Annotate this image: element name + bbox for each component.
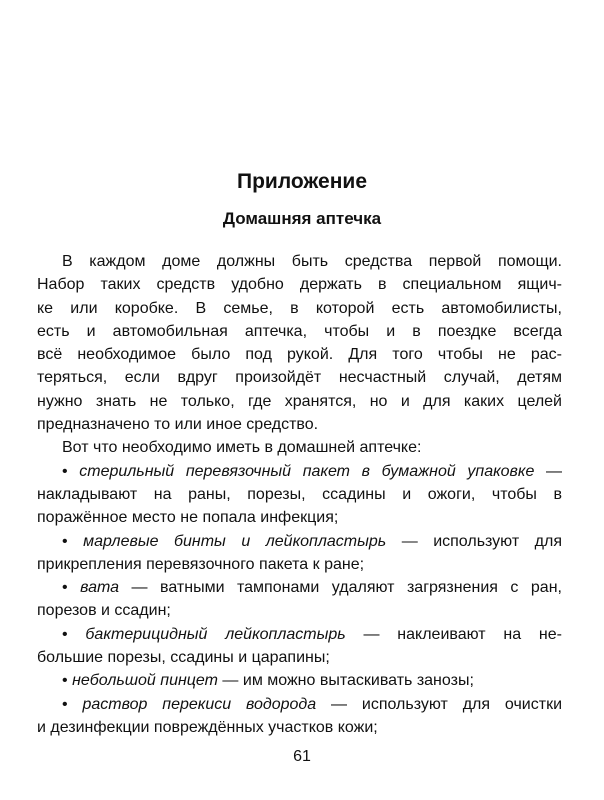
bullet-marker: • xyxy=(62,672,68,690)
item-term: марлевые бинты и лейкопластырь xyxy=(83,532,387,550)
bullet-marker: • xyxy=(62,462,68,480)
item-text: — им можно вытаскивать занозы; xyxy=(217,672,474,690)
item-continuation: большие порезы, ссадины и царапины; xyxy=(37,649,330,667)
list-item xyxy=(37,460,562,530)
item-text: — наклеивают на не- xyxy=(345,625,562,643)
item-text: — используют для очистки xyxy=(316,695,563,713)
list-item xyxy=(37,530,563,577)
list-item-first-line xyxy=(62,576,562,599)
bullet-marker: • xyxy=(62,695,68,713)
page-number: 61 xyxy=(293,748,311,765)
list-item xyxy=(62,669,562,692)
item-continuation: и дезинфекции повреждённых участков кожи; xyxy=(37,718,378,736)
item-text: — ватными тампонами удаляют загрязнения с ран, xyxy=(119,579,562,597)
paragraph-line: В каждом доме должны быть средства первой помощи. xyxy=(62,253,562,270)
item-term: небольшой пинцет xyxy=(72,672,218,690)
list-item-first-line xyxy=(62,530,562,553)
list-intro: Вот что необходимо иметь в домашней аптечке: xyxy=(62,439,422,457)
item-term: бактерицидный лейкопластырь xyxy=(85,625,346,643)
section-title: Приложение xyxy=(236,170,367,193)
paragraph-line: нужно знать не только, где хранятся, но и для каких целей xyxy=(37,392,562,410)
item-continuation: накладывают на раны, порезы, ссадины и ожоги, чтобы в xyxy=(37,485,562,503)
list-item xyxy=(37,576,562,623)
item-text: — используют для xyxy=(386,532,563,550)
intro-paragraph xyxy=(37,250,562,436)
paragraph-line: есть и автомобильная аптечка, чтобы и в поездке всегда xyxy=(37,322,562,340)
paragraph-line: предназначено то или иное средство. xyxy=(37,416,319,434)
bullet-marker: • xyxy=(62,625,68,643)
item-term: раствор перекиси водорода xyxy=(82,695,317,713)
list-item xyxy=(37,623,562,670)
body-text xyxy=(37,250,563,739)
paragraph-line: Набор таких средств удобно держать в специальном ящич- xyxy=(37,276,562,294)
paragraph-line: теряться, если вдруг произойдёт несчастный случай, детям xyxy=(37,369,562,387)
paragraph-line: ке или коробке. В семье, в которой есть автомобилисты, xyxy=(37,299,562,317)
supply-list xyxy=(37,460,563,740)
item-term: стерильный перевязочный пакет в бумажной упаковке xyxy=(79,462,535,480)
section-subtitle: Домашняя аптечка xyxy=(222,209,382,228)
paragraph-line: всё необходимое было под рукой. Для того чтобы не рас- xyxy=(37,346,562,364)
list-item-first-line xyxy=(62,623,562,646)
item-text: — xyxy=(534,462,562,480)
item-continuation: поражённое место не попала инфекция; xyxy=(37,509,339,527)
list-item-first-line xyxy=(62,460,562,483)
list-item-first-line xyxy=(62,669,562,692)
item-continuation: порезов и ссадин; xyxy=(37,602,171,620)
item-term: вата xyxy=(80,579,120,597)
list-item-first-line xyxy=(62,693,562,716)
bullet-marker: • xyxy=(62,532,68,550)
list-item xyxy=(37,693,563,740)
item-continuation: прикрепления перевязочного пакета к ране; xyxy=(37,555,365,573)
bullet-marker: • xyxy=(62,579,68,597)
